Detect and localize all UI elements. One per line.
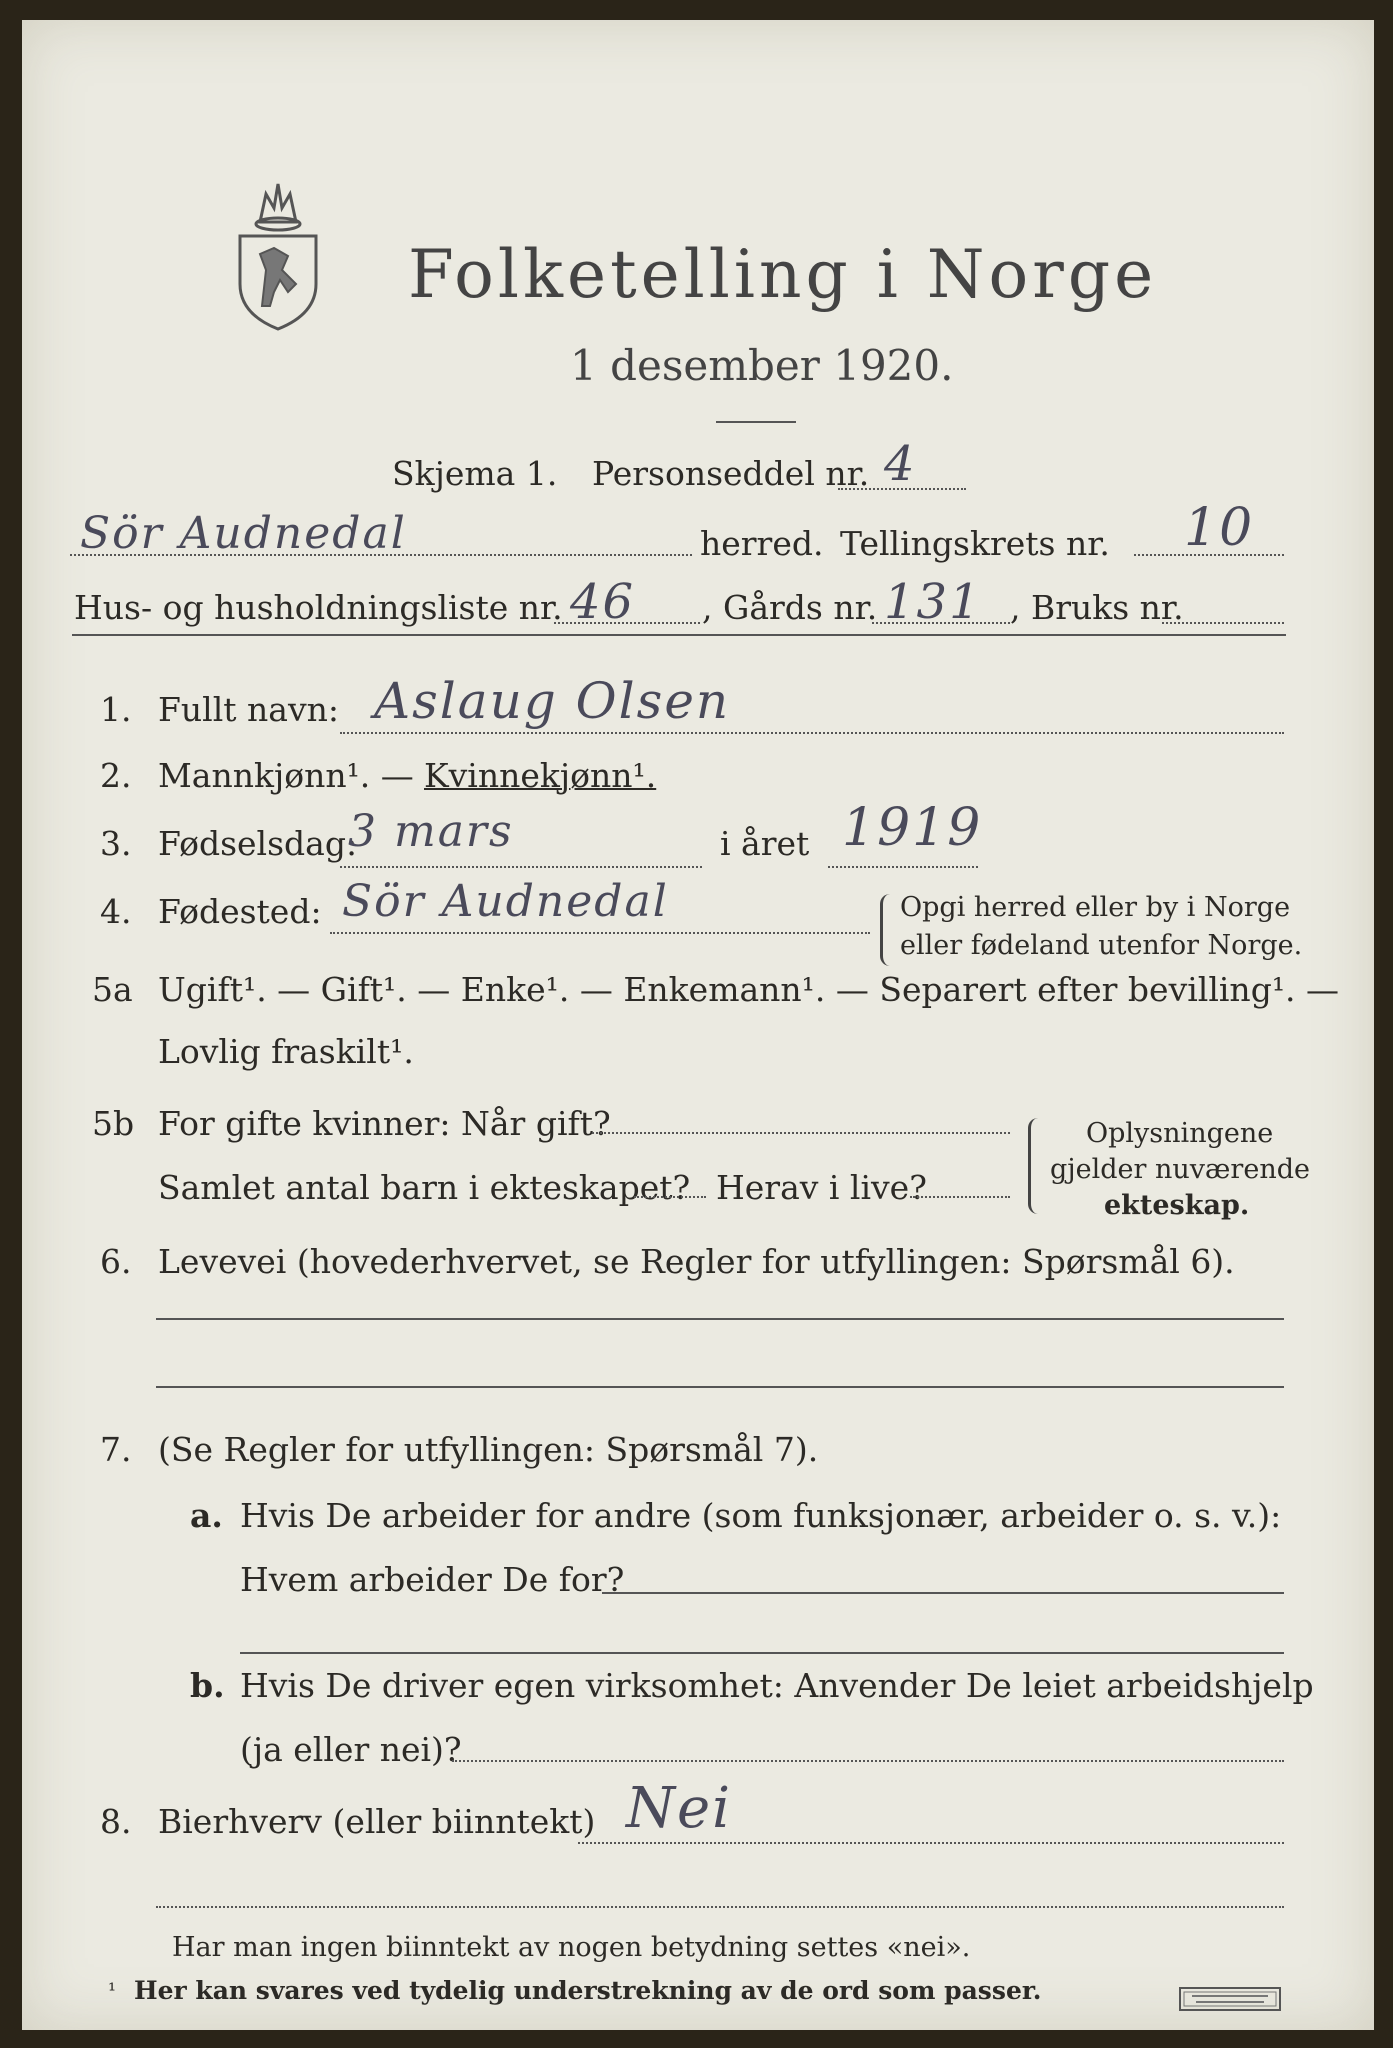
q5b-gift-line	[592, 1132, 1010, 1134]
q5a-number: 5a	[92, 970, 133, 1009]
q2-kvinne: Kvinnekjønn¹.	[424, 756, 657, 795]
q5a-line-2: Lovlig fraskilt¹.	[158, 1032, 414, 1071]
q7-label: (Se Regler for utfyllingen: Spørsmål 7).	[158, 1430, 819, 1469]
gards-label: , Gårds nr.	[702, 588, 878, 627]
q3-line	[340, 866, 702, 868]
bruks-line	[1162, 622, 1284, 624]
husliste-label: Hus- og husholdningsliste nr.	[74, 588, 563, 627]
q4-note-2: eller fødeland utenfor Norge.	[900, 930, 1303, 961]
q4-brace	[880, 894, 891, 966]
q6-line-1	[156, 1318, 1284, 1320]
q6-label: Levevei (hovederhvervet, se Regler for utfyllingen: Spørsmål 6).	[158, 1242, 1235, 1281]
q8-note: Har man ingen biinntekt av nogen betydning settes «nei».	[172, 1932, 971, 1963]
skjema-label: Skjema 1.	[392, 454, 558, 493]
q7a-line-b	[240, 1652, 1284, 1654]
q5b-note-1: Oplysningene	[1086, 1118, 1274, 1149]
q5b-brace	[1028, 1118, 1041, 1214]
footnote-text: Her kan svares ved tydelig understrekning av de ord som passer.	[134, 1976, 1042, 2005]
q7b-line	[452, 1760, 1284, 1762]
q7a-line-2: Hvem arbeider De for?	[240, 1560, 625, 1599]
gards-value: 131	[884, 574, 982, 630]
q1-line	[340, 732, 1284, 734]
q8-value: Nei	[626, 1776, 733, 1841]
q7b-letter: b.	[190, 1666, 225, 1705]
tellingskrets-value: 10	[1184, 498, 1255, 558]
q6-line-2	[156, 1386, 1284, 1388]
personseddel-value: 4	[884, 436, 917, 492]
q3-year-value: 1919	[842, 798, 983, 858]
q5b-number: 5b	[92, 1104, 135, 1143]
q8-line-1	[578, 1842, 1284, 1844]
q4-note-1: Opgi herred eller by i Norge	[900, 892, 1291, 923]
q7a-letter: a.	[190, 1496, 223, 1535]
q5b-line-1: For gifte kvinner: Når gift?	[158, 1104, 611, 1143]
q5b-note-2: gjelder nuværende	[1050, 1154, 1310, 1185]
q5b-line-2: Samlet antal barn i ekteskapet?	[158, 1168, 691, 1207]
q4-value: Sör Audnedal	[342, 876, 669, 927]
herred-label: herred.	[700, 524, 824, 563]
q5b-barn-line	[634, 1196, 706, 1198]
q1-number: 1.	[100, 690, 132, 729]
printer-stamp-icon	[1178, 1986, 1282, 2012]
q4-label: Fødested:	[158, 892, 322, 931]
q8-label: Bierhverv (eller biinntekt)	[158, 1802, 596, 1841]
tellingskrets-label: Tellingskrets nr.	[840, 524, 1110, 563]
header-divider	[72, 634, 1286, 636]
q2-mann: Mannkjønn¹. —	[158, 756, 414, 795]
q8-number: 8.	[100, 1802, 132, 1841]
q7-number: 7.	[100, 1430, 132, 1469]
q3-year-line	[828, 866, 978, 868]
title-divider	[716, 421, 796, 423]
form-title: Folketelling i Norge	[408, 236, 1158, 313]
q5b-note-3: ekteskap.	[1104, 1190, 1250, 1221]
q5b-herav-line	[910, 1196, 1010, 1198]
husliste-value: 46	[570, 574, 636, 630]
q7a-line-1: Hvis De arbeider for andre (som funksjonær, arbeider o. s. v.):	[240, 1496, 1282, 1535]
herred-value: Sör Audnedal	[80, 508, 407, 559]
q3-value: 3 mars	[348, 806, 514, 857]
footnote-mark: ¹	[108, 1978, 117, 2002]
census-date: 1 desember 1920.	[570, 341, 954, 390]
q1-value: Aslaug Olsen	[374, 672, 731, 730]
herred-line	[70, 554, 692, 556]
q5a-line-1: Ugift¹. — Gift¹. — Enke¹. — Enkemann¹. — Separert efter bevilling¹. —	[158, 970, 1340, 1009]
coat-of-arms-icon	[230, 174, 326, 332]
q3-number: 3.	[100, 824, 132, 863]
census-form-page	[22, 20, 1374, 2030]
q4-number: 4.	[100, 892, 132, 931]
q6-number: 6.	[100, 1242, 132, 1281]
q4-line	[330, 932, 870, 934]
bruks-label: , Bruks nr.	[1010, 588, 1184, 627]
q7b-line-1: Hvis De driver egen virksomhet: Anvender De leiet arbeidshjelp	[240, 1666, 1314, 1705]
q7b-line-2: (ja eller nei)?	[240, 1730, 462, 1769]
q2-number: 2.	[100, 756, 132, 795]
q3-label: Fødselsdag:	[158, 824, 358, 863]
q8-line-2	[156, 1906, 1284, 1908]
personseddel-label: Personseddel nr.	[592, 454, 870, 493]
q1-label: Fullt navn:	[158, 690, 339, 729]
q7a-line-a	[602, 1592, 1284, 1594]
q3-year-label: i året	[720, 824, 810, 863]
q5b-herav: Herav i live?	[716, 1168, 927, 1207]
